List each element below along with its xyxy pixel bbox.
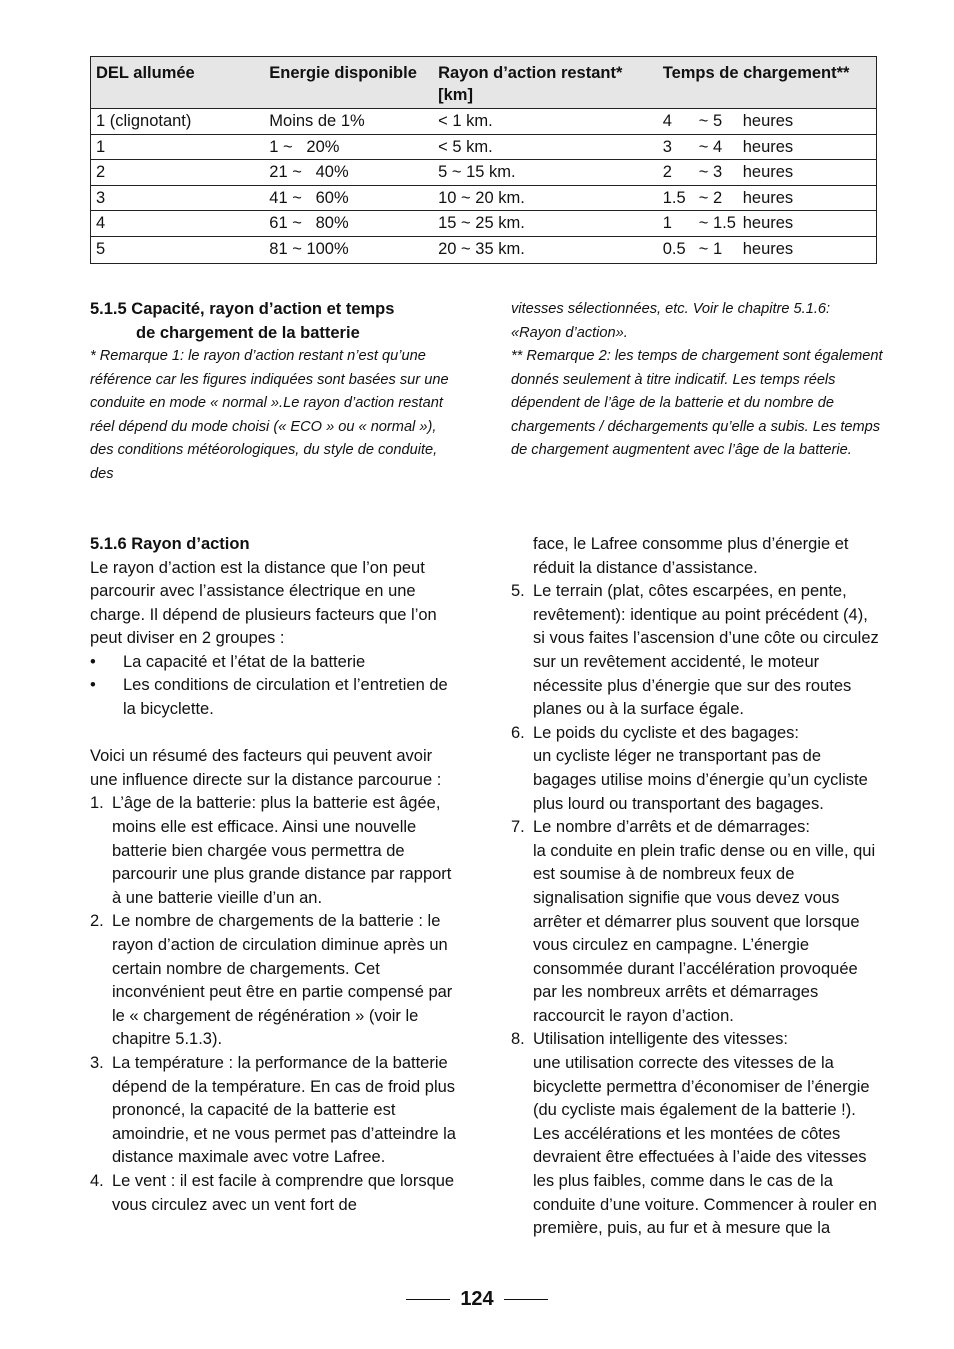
section-516-left (90, 533, 460, 1217)
section-515-right (511, 298, 883, 463)
table-row (91, 134, 877, 160)
summary-paragraph: Voici un résumé des facteurs qui peuvent avoir une influence directe sur la distance parcourue : (90, 747, 442, 789)
list-item: 5. Le terrain (plat, côtes escarpées, en pente, revêtement): identique au point précédent (4), si vous faites l’ascension d’une côte ou circulez sur un revêtement accidenté, le moteur nécessite plus d’énergie que sur des routes planes ou à la surface égale. (511, 582, 879, 719)
temps-u: heures (742, 112, 794, 130)
battery-table (90, 56, 877, 264)
cell-temps (658, 211, 877, 237)
section-516-heading: 5.1.6 Rayon d’action (90, 535, 250, 553)
header-del: DEL allumée (91, 57, 265, 109)
temps-b: ~ 4 (698, 137, 723, 156)
temps-b: ~ 5 (698, 112, 723, 130)
header-energie: Energie disponible (264, 57, 433, 109)
table-row (91, 211, 877, 237)
list-item: 3. La température : la performance de la batterie dépend de la température. En cas de froid plus prononcé, la capacité de la batterie est amoindrie, et ne vous permet pas d’atteindre la distance maximale avec votre Lafree. (90, 1053, 456, 1167)
bullet-item: • La capacité et l’état de la batterie (90, 651, 460, 675)
temps-u: heures (742, 239, 794, 258)
section-515-left (90, 298, 460, 486)
page-number: 124 (460, 1288, 494, 1310)
temps-u: heures (742, 188, 794, 207)
temps-a: 0.5 (662, 239, 686, 258)
list-item: 1. L’âge de la batterie: plus la batterie est âgée, moins elle est efficace. Ainsi une nouvelle batterie bien chargée vous permettra de parcourir une plus grande distance par rapport à une batterie vieille d’un an. (90, 794, 452, 907)
note-1-part-2: vitesses sélectionnées, etc. Voir le chapitre 5.1.6: «Rayon d’action». (511, 301, 831, 341)
temps-b: ~ 1 (698, 239, 723, 258)
note-2: ** Remarque 2: les temps de chargement sont également donnés seulement à titre indicatif. Les temps réels dépendent de l’âge de la batterie et du nombre de chargements / déchargements qu’elle a subis. Les temps de chargement augmentent avec l’âge de la batterie. (511, 348, 883, 458)
footer-rule-left (406, 1299, 450, 1300)
header-rayon: Rayon d’action restant* [km] (433, 57, 658, 109)
cell-rayon: 20 ~ 35 km. (433, 236, 658, 263)
header-temps: Temps de chargement** (658, 57, 877, 109)
cell-energie: 1 ~ 20% (264, 134, 433, 160)
list-item: 8. Utilisation intelligente des vitesses: une utilisation correcte des vitesses de la bicyclette permettra d’économiser de l’énergie (du cycliste mais également de la batterie !). Les accélérations et les montées de côtes devraient être effectuées à l’aide des vitesses les plus faibles, comme dans le cas de la conduite d’une voiture. Commencer à rouler en première, puis, au fur et à mesure que la (511, 1030, 877, 1238)
list-item: 6. Le poids du cycliste et des bagages: un cycliste léger ne transportant pas de bagages utilise moins d’énergie qu’un cycliste plus lourd ou transportant des bagages. (511, 723, 868, 813)
cell-energie: 61 ~ 80% (264, 211, 433, 237)
cell-rayon: 10 ~ 20 km. (433, 185, 658, 211)
cell-rayon: < 5 km. (433, 134, 658, 160)
footer-rule-right (504, 1299, 548, 1300)
cell-temps (658, 134, 877, 160)
cell-del: 5 (91, 236, 265, 263)
temps-u: heures (742, 163, 794, 181)
cell-temps (658, 109, 877, 135)
table-row (91, 109, 877, 135)
cell-del: 1 (91, 134, 265, 160)
cell-del: 4 (91, 211, 265, 237)
bullet-item: • Les conditions de circulation et l’entretien de la bicyclette. (90, 676, 448, 719)
cell-temps (658, 236, 877, 263)
cell-rayon: 15 ~ 25 km. (433, 211, 658, 237)
list-item-continued: face, le Lafree consomme plus d’énergie et réduit la distance d’assistance. (533, 535, 849, 577)
bullet-icon: • (90, 676, 96, 695)
temps-b: ~ 1.5 (698, 214, 736, 232)
cell-del: 2 (91, 160, 265, 186)
cell-rayon: 5 ~ 15 km. (433, 160, 658, 186)
cell-energie: Moins de 1% (264, 109, 433, 135)
cell-energie: 81 ~ 100% (264, 236, 433, 263)
temps-b: ~ 3 (698, 163, 723, 181)
cell-temps (658, 160, 877, 186)
temps-u: heures (742, 214, 794, 232)
list-item: 7. Le nombre d’arrêts et de démarrages: la conduite en plein trafic dense ou en ville, qui est soumise à de nombreux feux de signalisation signifie que vous devez vous arrêter et démarrer plus souvent que lorsque vous circulez en campagne. L’énergie consommée durant l’accélération provoquée par les nombreux arrêts et démarrages raccourcit le rayon d’action. (511, 818, 876, 1025)
cell-temps (658, 185, 877, 211)
temps-a: 4 (662, 112, 672, 130)
list-item: 4. Le vent : il est facile à comprendre que lorsque vous circulez avec un vent fort de (90, 1171, 455, 1214)
section-515-heading: 5.1.5 Capacité, rayon d’action et temps de chargement de la batterie (90, 300, 395, 342)
section-516-right (511, 533, 883, 1241)
page-footer (0, 1285, 954, 1313)
cell-rayon: < 1 km. (433, 109, 658, 135)
temps-a: 3 (662, 137, 672, 156)
cell-energie: 41 ~ 60% (264, 185, 433, 211)
cell-del: 3 (91, 185, 265, 211)
table-header-row (91, 57, 877, 109)
note-1-part-1: * Remarque 1: le rayon d’action restant n’est qu’une référence car les figures indiquées sont basées sur une conduite en mode « normal ».Le rayon d’action restant réel dépend du mode choisi (« ECO » ou « normal »), des conditions météorologiques, du style de conduite, des (90, 348, 449, 482)
temps-a: 1.5 (662, 188, 686, 207)
temps-a: 1 (662, 214, 672, 232)
table-row (91, 185, 877, 211)
temps-u: heures (742, 137, 794, 156)
temps-a: 2 (662, 163, 672, 181)
table-row (91, 236, 877, 263)
bullet-icon: • (90, 652, 96, 671)
intro-paragraph: Le rayon d’action est la distance que l’on peut parcourir avec l’assistance électrique en une charge. Il dépend de plusieurs facteurs que l’on peut diviser en 2 groupes : (90, 558, 437, 648)
temps-b: ~ 2 (698, 188, 723, 207)
cell-del: 1 (clignotant) (91, 109, 265, 135)
table-row (91, 160, 877, 186)
list-item: 2. Le nombre de chargements de la batterie : le rayon d’action de circulation diminue après un certain nombre de chargements. Cet inconvénient peut être en partie compensé par le « chargement de régénération » (voir le chapitre 5.1.3). (90, 912, 453, 1049)
cell-energie: 21 ~ 40% (264, 160, 433, 186)
